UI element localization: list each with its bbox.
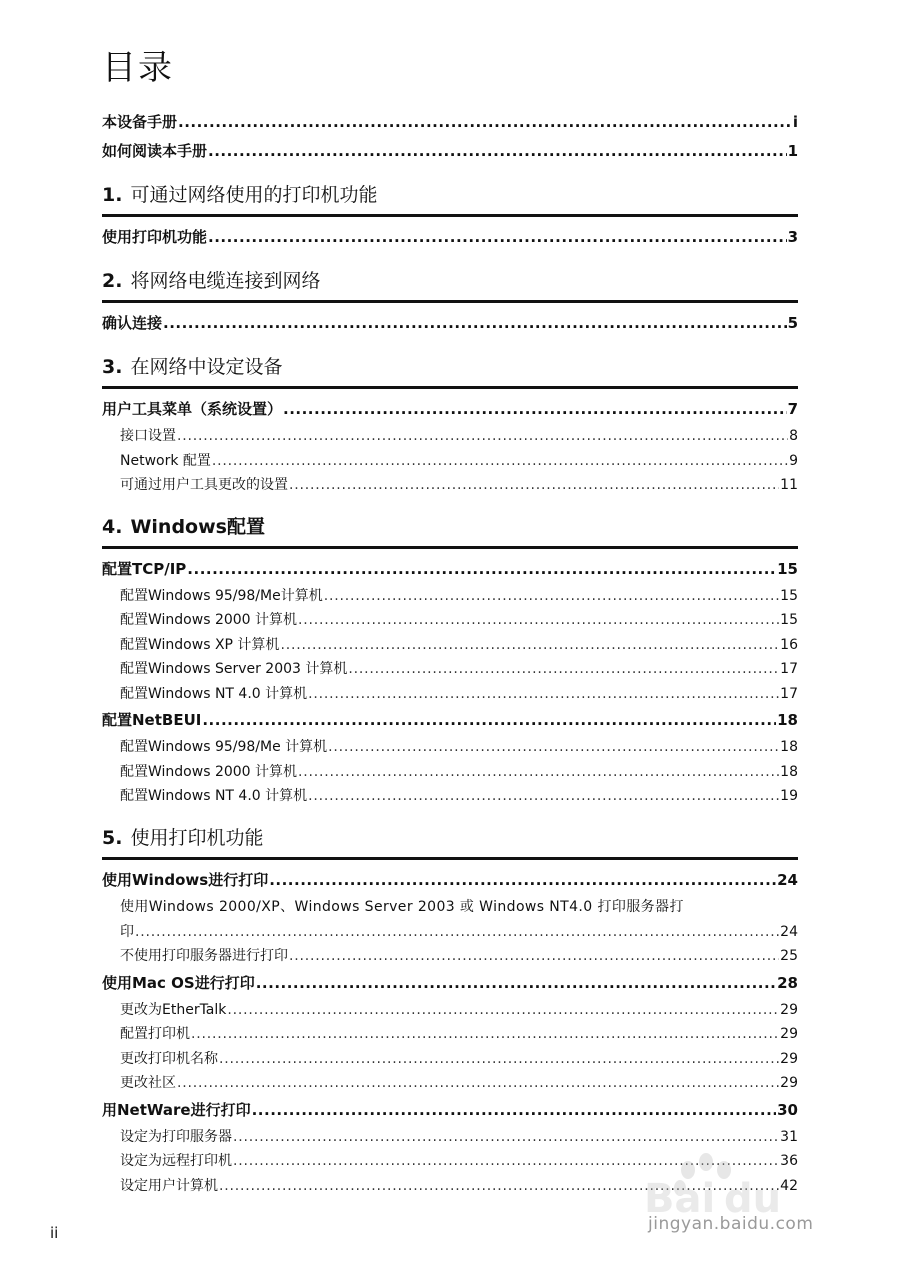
dot-leader bbox=[280, 633, 779, 658]
toc-page-number: 29 bbox=[780, 1075, 798, 1091]
toc-page-number: 7 bbox=[787, 400, 798, 418]
toc-entry-label: 配置打印机 bbox=[120, 1026, 190, 1042]
toc-entry-label: 设定为打印服务器 bbox=[120, 1128, 232, 1145]
toc-entry-label: 配置Windows 95/98/Me 计算机 bbox=[120, 739, 328, 755]
toc-page-number: 28 bbox=[777, 973, 798, 992]
watermark-url: jingyan.baidu.com bbox=[648, 1214, 814, 1234]
toc-sub-entry[interactable] bbox=[102, 944, 798, 969]
table-of-contents bbox=[102, 108, 798, 1198]
toc-entry-label: 不使用打印服务器进行打印 bbox=[120, 948, 288, 964]
chapter-title: 将网络电缆连接到网络 bbox=[130, 270, 321, 292]
dot-leader bbox=[256, 969, 776, 998]
toc-entry-label: 确认连接 bbox=[102, 314, 163, 332]
toc-sub-entry[interactable] bbox=[102, 1125, 798, 1150]
toc-entry-label: 印 bbox=[120, 923, 134, 940]
dot-leader bbox=[328, 735, 779, 760]
toc-entry-label: 更改社区 bbox=[120, 1075, 176, 1091]
toc-sub-entry[interactable] bbox=[102, 760, 798, 785]
toc-entry[interactable] bbox=[102, 706, 798, 735]
chapter-number: 4. bbox=[102, 515, 123, 538]
toc-entry-label: 配置Windows 2000 计算机 bbox=[120, 763, 298, 780]
toc-sub-entry[interactable] bbox=[102, 424, 798, 449]
toc-page-number: 17 bbox=[780, 661, 798, 677]
toc-page-number: 9 bbox=[789, 452, 798, 469]
toc-sub-entry[interactable] bbox=[102, 1047, 798, 1072]
toc-page-number: i bbox=[792, 113, 798, 131]
toc-entry-label: 可通过用户工具更改的设置 bbox=[120, 477, 288, 493]
toc-entry-label: 设定为远程打印机 bbox=[120, 1153, 232, 1169]
toc-entry[interactable] bbox=[102, 309, 798, 338]
dot-leader bbox=[178, 108, 792, 137]
toc-page-number: 24 bbox=[780, 923, 798, 940]
toc-entry-label: 配置Windows 95/98/Me计算机 bbox=[120, 587, 323, 604]
dot-leader bbox=[212, 449, 788, 474]
svg-text:Bai: Bai bbox=[644, 1176, 716, 1222]
toc-entry-label: 使用Windows进行打印 bbox=[102, 870, 269, 889]
toc-page-number: 15 bbox=[780, 587, 798, 604]
dot-leader bbox=[269, 866, 776, 895]
toc-page-number: 29 bbox=[780, 1026, 798, 1042]
toc-sub-entry[interactable] bbox=[102, 735, 798, 760]
toc-entry-label: 配置Windows Server 2003 计算机 bbox=[120, 661, 348, 677]
dot-leader bbox=[163, 309, 787, 338]
toc-sub-entry[interactable] bbox=[102, 784, 798, 809]
toc-page-number: 18 bbox=[777, 711, 798, 729]
dot-leader bbox=[324, 584, 779, 609]
dot-leader bbox=[202, 706, 776, 735]
toc-entry[interactable] bbox=[102, 395, 798, 424]
toc-entry-label: 配置Windows XP 计算机 bbox=[120, 636, 280, 653]
toc-entry-label: Network 配置 bbox=[120, 452, 211, 469]
toc-sub-entry[interactable] bbox=[102, 657, 798, 682]
toc-page-number: 25 bbox=[780, 948, 798, 964]
toc-page-number: 36 bbox=[780, 1153, 798, 1169]
toc-entry[interactable] bbox=[102, 555, 798, 584]
toc-sub-entry-wrapped-label[interactable]: 使用Windows 2000/XP、Windows Server 2003 或 Windows NT4.0 打印服务器打 bbox=[120, 898, 684, 915]
chapter-number: 3. bbox=[102, 356, 123, 378]
toc-page-number: 15 bbox=[780, 612, 798, 628]
toc-entry-label: 本设备手册 bbox=[102, 113, 178, 131]
toc-sub-entry[interactable] bbox=[102, 1022, 798, 1047]
chapter-heading bbox=[102, 266, 798, 303]
toc-sub-entry[interactable] bbox=[102, 449, 798, 474]
toc-page-number: 11 bbox=[780, 477, 798, 493]
toc-page-number: 29 bbox=[780, 1001, 798, 1018]
toc-entry-label: 更改打印机名称 bbox=[120, 1050, 218, 1067]
toc-sub-entry[interactable] bbox=[102, 633, 798, 658]
toc-page-number: 15 bbox=[777, 559, 798, 578]
toc-page-number: 31 bbox=[780, 1128, 798, 1145]
dot-leader bbox=[208, 137, 787, 166]
toc-entry-label: 设定用户计算机 bbox=[120, 1177, 218, 1194]
toc-entry[interactable] bbox=[102, 223, 798, 252]
toc-page-number: 3 bbox=[787, 228, 798, 246]
dot-leader bbox=[191, 1022, 779, 1047]
chapter-heading bbox=[102, 352, 798, 389]
toc-page-number: 5 bbox=[787, 314, 798, 332]
chapter-title: 可通过网络使用的打印机功能 bbox=[130, 184, 378, 206]
toc-entry-label: 配置Windows NT 4.0 计算机 bbox=[120, 685, 308, 702]
toc-entry-label: 用NetWare进行打印 bbox=[102, 1100, 251, 1119]
dot-leader bbox=[177, 424, 788, 449]
toc-page-number: 24 bbox=[777, 870, 798, 889]
chapter-title: 使用打印机功能 bbox=[130, 826, 264, 849]
toc-entry[interactable] bbox=[102, 920, 798, 945]
toc-page-number: 42 bbox=[780, 1177, 798, 1194]
toc-sub-entry[interactable] bbox=[102, 682, 798, 707]
toc-page-number: 1 bbox=[787, 142, 798, 160]
toc-entry[interactable] bbox=[102, 137, 798, 166]
dot-leader bbox=[208, 223, 787, 252]
chapter-number: 1. bbox=[102, 184, 123, 206]
toc-sub-entry[interactable] bbox=[102, 473, 798, 498]
toc-entry-label: 配置Windows NT 4.0 计算机 bbox=[120, 788, 308, 804]
toc-sub-entry[interactable] bbox=[102, 1071, 798, 1096]
dot-leader bbox=[298, 760, 779, 785]
toc-page-number: 30 bbox=[777, 1100, 798, 1119]
page-title: 目录 bbox=[102, 48, 174, 88]
toc-entry-label: 如何阅读本手册 bbox=[102, 142, 208, 160]
dot-leader bbox=[135, 920, 779, 945]
chapter-heading bbox=[102, 823, 798, 860]
dot-leader bbox=[298, 608, 779, 633]
dot-leader bbox=[233, 1125, 779, 1150]
dot-leader bbox=[308, 784, 779, 809]
toc-entry-label: 使用打印机功能 bbox=[102, 228, 208, 246]
toc-page-number: 16 bbox=[780, 636, 798, 653]
toc-entry[interactable] bbox=[102, 866, 798, 895]
toc-sub-entry[interactable] bbox=[102, 584, 798, 609]
toc-entry-label: 配置NetBEUI bbox=[102, 711, 202, 729]
toc-entry-label: 用户工具菜单（系统设置） bbox=[102, 400, 283, 418]
chapter-number: 5. bbox=[102, 826, 123, 849]
toc-sub-entry[interactable] bbox=[102, 608, 798, 633]
dot-leader bbox=[308, 682, 779, 707]
dot-leader bbox=[219, 1047, 779, 1072]
toc-entry[interactable] bbox=[102, 969, 798, 998]
dot-leader bbox=[289, 944, 779, 969]
dot-leader bbox=[289, 473, 779, 498]
toc-entry-label: 配置TCP/IP bbox=[102, 559, 187, 578]
toc-page-number: 8 bbox=[789, 428, 798, 444]
toc-page-number: 18 bbox=[780, 763, 798, 780]
toc-sub-entry[interactable] bbox=[102, 998, 798, 1023]
toc-entry-label: 配置Windows 2000 计算机 bbox=[120, 612, 298, 628]
dot-leader bbox=[187, 555, 776, 584]
toc-entry[interactable] bbox=[102, 108, 798, 137]
toc-page-number: 17 bbox=[780, 685, 798, 702]
dot-leader bbox=[348, 657, 779, 682]
chapter-title: Windows配置 bbox=[130, 515, 265, 538]
dot-leader bbox=[177, 1071, 779, 1096]
svg-text:du: du bbox=[724, 1176, 782, 1222]
dot-leader bbox=[283, 395, 787, 424]
chapter-heading bbox=[102, 180, 798, 217]
toc-page-number: 18 bbox=[780, 739, 798, 755]
toc-entry[interactable] bbox=[102, 1096, 798, 1125]
toc-entry-label: 更改为EtherTalk bbox=[120, 1001, 227, 1018]
dot-leader bbox=[227, 998, 779, 1023]
toc-page-number: 19 bbox=[780, 788, 798, 804]
toc-page-number: 29 bbox=[780, 1050, 798, 1067]
chapter-heading bbox=[102, 512, 798, 549]
toc-entry-label: 使用Mac OS进行打印 bbox=[102, 973, 255, 992]
dot-leader bbox=[252, 1096, 777, 1125]
toc-entry-label: 接口设置 bbox=[120, 428, 176, 444]
chapter-title: 在网络中设定设备 bbox=[130, 356, 283, 378]
page-number: ii bbox=[50, 1224, 59, 1242]
chapter-number: 2. bbox=[102, 270, 123, 292]
